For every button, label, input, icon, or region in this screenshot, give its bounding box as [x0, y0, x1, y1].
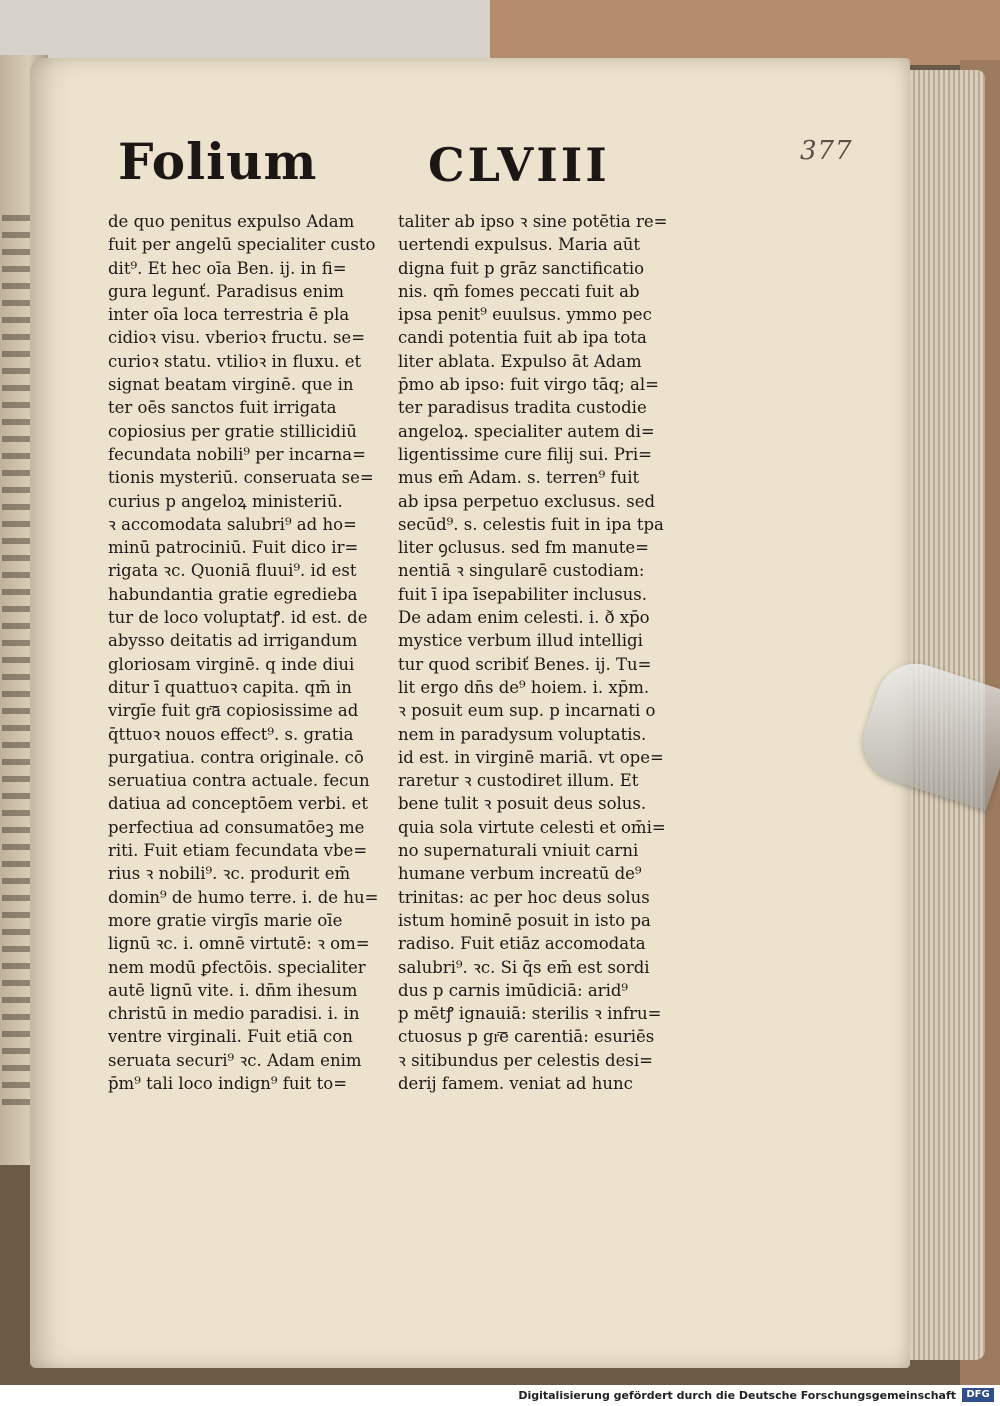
text-line: liter ꝯclusus. sed fm manute= — [398, 538, 649, 558]
text-line: rigata ꝛc. Quoniā fluui⁹. id est — [108, 561, 357, 581]
text-line: ter oēs sanctos fuit irrigata — [108, 398, 337, 418]
text-line: lignū ꝛc. i. omnē virtutē: ꝛ om= — [108, 934, 370, 954]
text-line: id est. in virginē mariā. vt ope= — [398, 747, 664, 767]
text-line: dus p carnis imūdiciā: arid⁹ — [398, 980, 629, 1000]
text-line: liter ablata. Expulso āt Adam — [398, 351, 642, 371]
text-line: purgatiua. contra originale. cō — [108, 747, 364, 767]
text-line: dit⁹. Et hec oīa Ben. ij. in fi= — [108, 258, 347, 278]
text-line: nem modū ꝑfectōis. specialiter — [108, 957, 366, 977]
text-line: lit ergo dn̄s de⁹ hoiem. i. xp̄m. — [398, 677, 650, 697]
text-line: ventre virginali. Fuit etiā con — [108, 1027, 353, 1047]
text-line: minū patrociniū. Fuit dico ir= — [108, 538, 359, 558]
text-line: fuit ī ipa īsepabiliter inclusus. — [398, 584, 648, 604]
text-line: taliter ab ipso ꝛ sine potētia re= — [398, 212, 668, 231]
text-line: abysso deitatis ad irrigandum — [108, 631, 358, 651]
text-line: candi potentia fuit ab ipa tota — [398, 328, 647, 348]
leather-cover-strip — [490, 0, 1000, 65]
text-line: ditur ī quattuoꝛ capita. qm̄ in — [108, 677, 352, 697]
text-line: tionis mysteriū. conseruata se= — [108, 468, 374, 488]
text-line: derij famem. veniat ad hunc — [398, 1073, 633, 1093]
text-line: autē lignū vite. i. dn̄m ihesum — [108, 980, 358, 1000]
text-line: nentiā ꝛ singularē custodiam: — [398, 561, 645, 581]
text-line: fecundata nobili⁹ per incarna= — [108, 444, 366, 464]
text-line: no supernaturali vniuit carni — [398, 841, 639, 861]
text-line: seruata securi⁹ ꝛc. Adam enim — [108, 1050, 362, 1070]
text-line: secūd⁹. s. celestis fuit in ipa tpa — [398, 514, 664, 534]
text-line: nem in paradysum voluptatis. — [398, 724, 647, 744]
text-line: gloriosam virginē. q inde diui — [108, 654, 355, 674]
text-line: mus em̄ Adam. s. terren⁹ fuit — [398, 468, 640, 488]
text-line: seruatiua contra actuale. fecun — [108, 771, 370, 791]
text-line: curioꝛ statu. vtilioꝛ in fluxu. et — [108, 351, 362, 371]
text-line: raretur ꝛ custodiret illum. Et — [398, 771, 639, 791]
text-line: perfectiua ad consumatōeꝫ me — [108, 817, 365, 837]
text-line: ꝛ accomodata salubri⁹ ad ho= — [108, 514, 357, 534]
text-line: q̄ttuoꝛ nouos effect⁹. s. gratia — [108, 724, 354, 744]
text-line: ctuosus p gr͞e carentiā: esuriēs — [398, 1027, 655, 1047]
text-line: trinitas: ac per hoc deus solus — [398, 887, 650, 907]
text-line: salubri⁹. ꝛc. Si q̄s em̄ est sordi — [398, 957, 650, 977]
handwritten-page-number: 377 — [800, 136, 853, 166]
grey-cover-strip — [0, 0, 492, 58]
text-line: ipsa penit⁹ euulsus. ymmo pec — [398, 305, 652, 325]
text-line: datiua ad conceptōem verbi. et — [108, 794, 368, 814]
text-line: istum hominē posuit in isto pa — [398, 910, 651, 930]
text-line: habundantia gratie egredieba — [108, 584, 358, 604]
text-line: angeloꝝ. specialiter autem di= — [398, 421, 655, 441]
text-line: tur de loco voluptatꝭ. id est. de — [108, 608, 368, 628]
text-line: rius ꝛ nobili⁹. ꝛc. produrit em̄ — [108, 864, 351, 884]
text-line: curius p angeloꝝ ministeriū. — [108, 491, 343, 511]
text-line: humane verbum increatū de⁹ — [398, 864, 642, 884]
right-text-column — [398, 210, 673, 1095]
text-line: christū in medio paradisi. i. in — [108, 1004, 360, 1024]
text-line: nis. qm̄ fomes peccati fuit ab — [398, 281, 640, 301]
text-line: ꝛ posuit eum sup. p incarnati o — [398, 701, 656, 721]
text-line: radiso. Fuit etiāz accomodata — [398, 934, 646, 954]
text-line: uertendi expulsus. Maria aūt — [398, 235, 641, 255]
text-line: tur quod scribiť Benes. ij. Tu= — [398, 654, 652, 674]
text-line: p̄mo ab ipso: fuit virgo tāq; al= — [398, 375, 659, 395]
text-line: quia sola virtute celesti et om̄i= — [398, 817, 666, 837]
funding-credit: Digitalisierung gefördert durch die Deutsche Forschungsgemeinschaft — [518, 1389, 956, 1402]
text-line: digna fuit p grāz sanctificatio — [398, 258, 645, 278]
text-line: copiosius per gratie stillicidiū — [108, 421, 357, 441]
text-line: bene tulit ꝛ posuit deus solus. — [398, 794, 647, 814]
running-title: Folium — [118, 132, 318, 191]
text-line: ꝛ sitibundus per celestis desi= — [398, 1050, 653, 1070]
text-line: mystice verbum illud intelligi — [398, 631, 643, 651]
left-text-column — [108, 210, 380, 1095]
footer-bar — [0, 1385, 1000, 1406]
text-line: virgīe fuit gr͞a copiosissime ad — [108, 701, 359, 721]
text-line: gura legunť. Paradisus enim — [108, 281, 345, 301]
dfg-logo: DFG — [962, 1388, 994, 1402]
text-line: cidioꝛ visu. vberioꝛ fructu. se= — [108, 328, 366, 348]
text-line: p̄m⁹ tali loco indign⁹ fuit to= — [108, 1073, 348, 1093]
text-line: ter paradisus tradita custodie — [398, 398, 647, 418]
text-line: more gratie virgīs marie oīe — [108, 910, 343, 930]
text-line: ligentissime cure filij sui. Pri= — [398, 444, 652, 464]
folio-number: CLVIII — [428, 138, 610, 192]
text-line: signat beatam virginē. que in — [108, 375, 354, 395]
text-line: p mētꝭ ignauiā: sterilis ꝛ infru= — [398, 1004, 662, 1024]
text-line: fuit per angelū specialiter custo — [108, 235, 376, 255]
text-line: De adam enim celesti. i. ð xp̄o — [398, 608, 650, 628]
text-line: riti. Fuit etiam fecundata vbe= — [108, 841, 368, 861]
text-line: de quo penitus expulso Adam — [108, 212, 355, 231]
text-line: inter oīa loca terrestria ē pla — [108, 305, 350, 325]
text-line: domin⁹ de humo terre. i. de hu= — [108, 887, 379, 907]
text-line: ab ipsa perpetuo exclusus. sed — [398, 491, 656, 511]
